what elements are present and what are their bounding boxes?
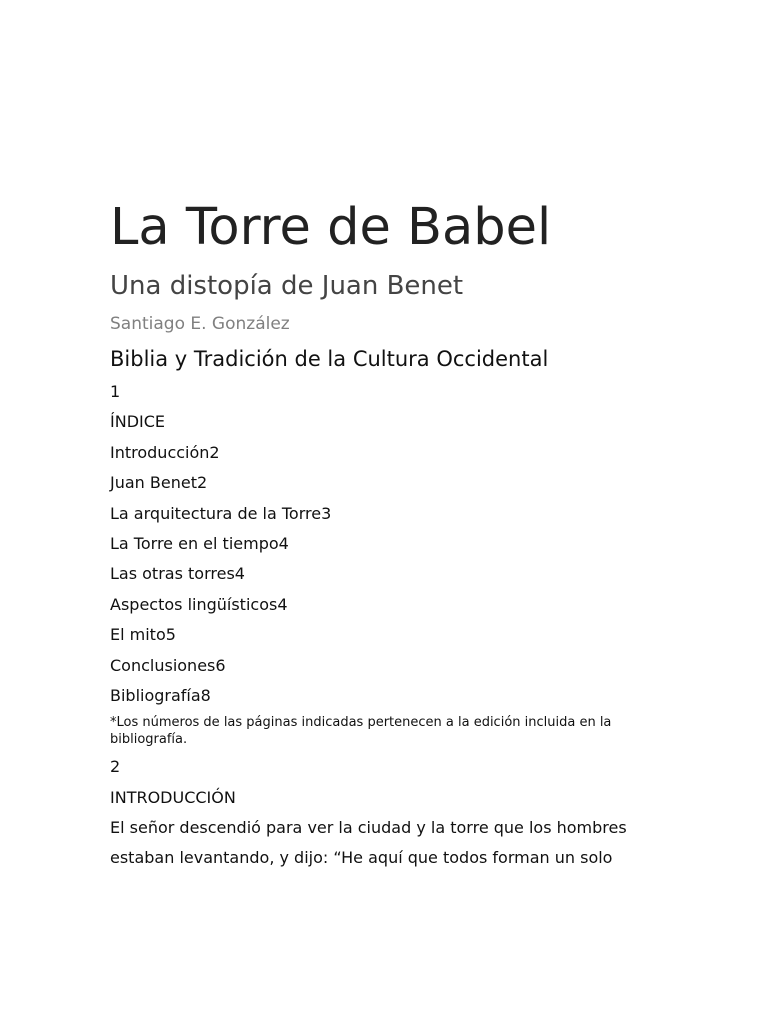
table-of-contents — [110, 443, 650, 706]
course-name: Biblia y Tradición de la Cultura Occidental — [110, 347, 549, 371]
document-author: Santiago E. González — [110, 314, 290, 334]
page-number: 1 — [110, 382, 121, 401]
section-heading: INTRODUCCIÓN — [110, 787, 236, 807]
toc-item: Conclusiones6 — [110, 655, 226, 675]
toc-item: La arquitectura de la Torre3 — [110, 503, 332, 523]
toc-item: Bibliografía8 — [110, 685, 211, 705]
toc-item: Juan Benet2 — [110, 473, 208, 493]
document-body — [110, 382, 650, 879]
document-subtitle: Una distopía de Juan Benet — [110, 271, 464, 301]
footnote: *Los números de las páginas indicadas pertenecen a la edición incluida en la bibliografía. — [110, 715, 612, 748]
body-paragraph: estaban levantando, y dijo: “He aquí que todos forman un solo — [110, 848, 613, 868]
body-paragraph: El señor descendió para ver la ciudad y la torre que los hombres — [110, 818, 627, 838]
index-heading: ÍNDICE — [110, 412, 166, 432]
toc-item: La Torre en el tiempo4 — [110, 533, 289, 553]
toc-item: Introducción2 — [110, 442, 220, 462]
toc-item: El mito5 — [110, 625, 176, 645]
page-number: 2 — [110, 757, 121, 777]
toc-item: Las otras torres4 — [110, 564, 245, 584]
document-title: La Torre de Babel — [110, 198, 552, 257]
toc-item: Aspectos lingüísticos4 — [110, 594, 288, 614]
